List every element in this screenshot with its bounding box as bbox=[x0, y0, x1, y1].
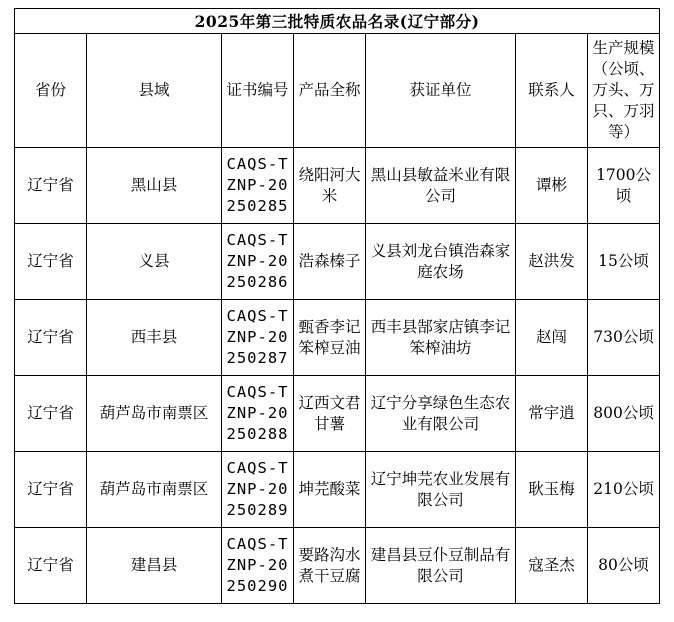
cell-cert-number: CAQS-TZNP-20250288 bbox=[222, 376, 294, 452]
cell-contact: 耿玉梅 bbox=[516, 452, 588, 528]
header-cert-number: 证书编号 bbox=[222, 34, 294, 148]
header-certified-unit: 获证单位 bbox=[366, 34, 516, 148]
table-row bbox=[15, 452, 660, 528]
cell-product-name: 甄香李记笨榨豆油 bbox=[294, 300, 366, 376]
header-row bbox=[15, 34, 660, 148]
cell-product-name: 辽西文君甘薯 bbox=[294, 376, 366, 452]
cell-product-name: 要路沟水煮干豆腐 bbox=[294, 528, 366, 604]
cell-province: 辽宁省 bbox=[15, 300, 87, 376]
cell-county: 西丰县 bbox=[87, 300, 222, 376]
table-row bbox=[15, 224, 660, 300]
cell-cert-number: CAQS-TZNP-20250286 bbox=[222, 224, 294, 300]
cell-county: 葫芦岛市南票区 bbox=[87, 376, 222, 452]
cell-contact: 赵闯 bbox=[516, 300, 588, 376]
cell-county: 建昌县 bbox=[87, 528, 222, 604]
table-row bbox=[15, 376, 660, 452]
header-contact: 联系人 bbox=[516, 34, 588, 148]
cell-county: 黑山县 bbox=[87, 148, 222, 224]
cell-certified-unit: 义县刘龙台镇浩森家庭农场 bbox=[366, 224, 516, 300]
table-title: 2025年第三批特质农品名录(辽宁部分) bbox=[15, 9, 660, 34]
table-body bbox=[15, 148, 660, 604]
header-province: 省份 bbox=[15, 34, 87, 148]
cell-county: 义县 bbox=[87, 224, 222, 300]
cell-contact: 常宇逍 bbox=[516, 376, 588, 452]
cell-scale: 80公顷 bbox=[588, 528, 660, 604]
cell-province: 辽宁省 bbox=[15, 148, 87, 224]
table-row bbox=[15, 528, 660, 604]
cell-county: 葫芦岛市南票区 bbox=[87, 452, 222, 528]
cell-province: 辽宁省 bbox=[15, 452, 87, 528]
cell-certified-unit: 黑山县敏益米业有限公司 bbox=[366, 148, 516, 224]
cell-scale: 210公顷 bbox=[588, 452, 660, 528]
cell-product-name: 浩森榛子 bbox=[294, 224, 366, 300]
cell-contact: 赵洪发 bbox=[516, 224, 588, 300]
cell-cert-number: CAQS-TZNP-20250289 bbox=[222, 452, 294, 528]
cell-certified-unit: 西丰县郜家店镇李记笨榨油坊 bbox=[366, 300, 516, 376]
product-list-table bbox=[14, 8, 660, 604]
cell-certified-unit: 建昌县豆仆豆制品有限公司 bbox=[366, 528, 516, 604]
table-row bbox=[15, 300, 660, 376]
cell-product-name: 坤芫酸菜 bbox=[294, 452, 366, 528]
cell-scale: 800公顷 bbox=[588, 376, 660, 452]
cell-cert-number: CAQS-TZNP-20250290 bbox=[222, 528, 294, 604]
cell-scale: 1700公顷 bbox=[588, 148, 660, 224]
header-county: 县域 bbox=[87, 34, 222, 148]
cell-scale: 730公顷 bbox=[588, 300, 660, 376]
header-scale: 生产规模（公顷、万头、万只、万羽等） bbox=[588, 34, 660, 148]
cell-certified-unit: 辽宁坤芫农业发展有限公司 bbox=[366, 452, 516, 528]
table-row bbox=[15, 148, 660, 224]
cell-contact: 寇圣杰 bbox=[516, 528, 588, 604]
cell-cert-number: CAQS-TZNP-20250287 bbox=[222, 300, 294, 376]
cell-cert-number: CAQS-TZNP-20250285 bbox=[222, 148, 294, 224]
cell-province: 辽宁省 bbox=[15, 376, 87, 452]
cell-province: 辽宁省 bbox=[15, 224, 87, 300]
cell-scale: 15公顷 bbox=[588, 224, 660, 300]
cell-province: 辽宁省 bbox=[15, 528, 87, 604]
cell-product-name: 绕阳河大米 bbox=[294, 148, 366, 224]
header-product-name: 产品全称 bbox=[294, 34, 366, 148]
cell-certified-unit: 辽宁分享绿色生态农业有限公司 bbox=[366, 376, 516, 452]
cell-contact: 谭彬 bbox=[516, 148, 588, 224]
